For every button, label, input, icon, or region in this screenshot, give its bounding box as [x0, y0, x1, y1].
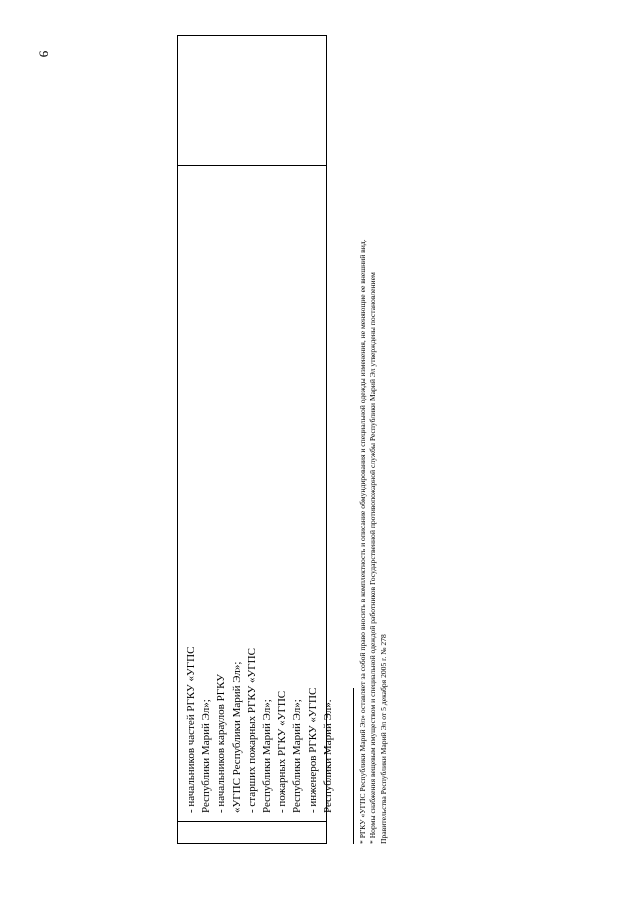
- table-column-divider: [178, 165, 326, 166]
- table-line: Республики Марий Эл»;: [200, 699, 213, 813]
- table-cell-text: [184, 583, 336, 813]
- table-line: - старших пожарных РГКУ «УГПС: [245, 648, 258, 813]
- footnote-separator: [353, 688, 354, 844]
- table-line: - пожарных РГКУ «УГПС: [276, 690, 289, 813]
- footnote-line: * РГКУ «УГПС Республики Марий Эл» оставляет за собой право вносить в комплектность и описание обмундирования и специальной одежды изменения, не меняющие ее внешний вид.: [358, 239, 367, 844]
- table-line: «УГПС Республики Марий Эл»;: [230, 661, 243, 813]
- footnote-line: Правительства Республики Марий Эл от 5 декабря 2005 г. № 278: [378, 634, 388, 844]
- table-line: - начальников частей РГКУ «УГПС: [185, 646, 197, 813]
- table-line: Республики Марий Эл»;: [261, 699, 274, 813]
- page-number: 9: [36, 50, 52, 58]
- table-line: - начальников караулов РГКУ: [215, 674, 228, 813]
- footnote-line: * Нормы снабжения вещевым имуществом и специальной одеждой работников Государственной противопожарной службы Республики Марий Эл утверждены постановлением: [368, 272, 378, 844]
- data-table: [177, 35, 334, 844]
- rotated-page-content: [50, 47, 590, 857]
- footnotes: [358, 54, 389, 844]
- table-line: Республики Марий Эл»;: [291, 699, 304, 813]
- table-column-divider: [178, 821, 326, 822]
- table-line: Республики Марий Эл».: [321, 699, 334, 813]
- table-line: - инженеров РГКУ «УГПС: [306, 687, 319, 813]
